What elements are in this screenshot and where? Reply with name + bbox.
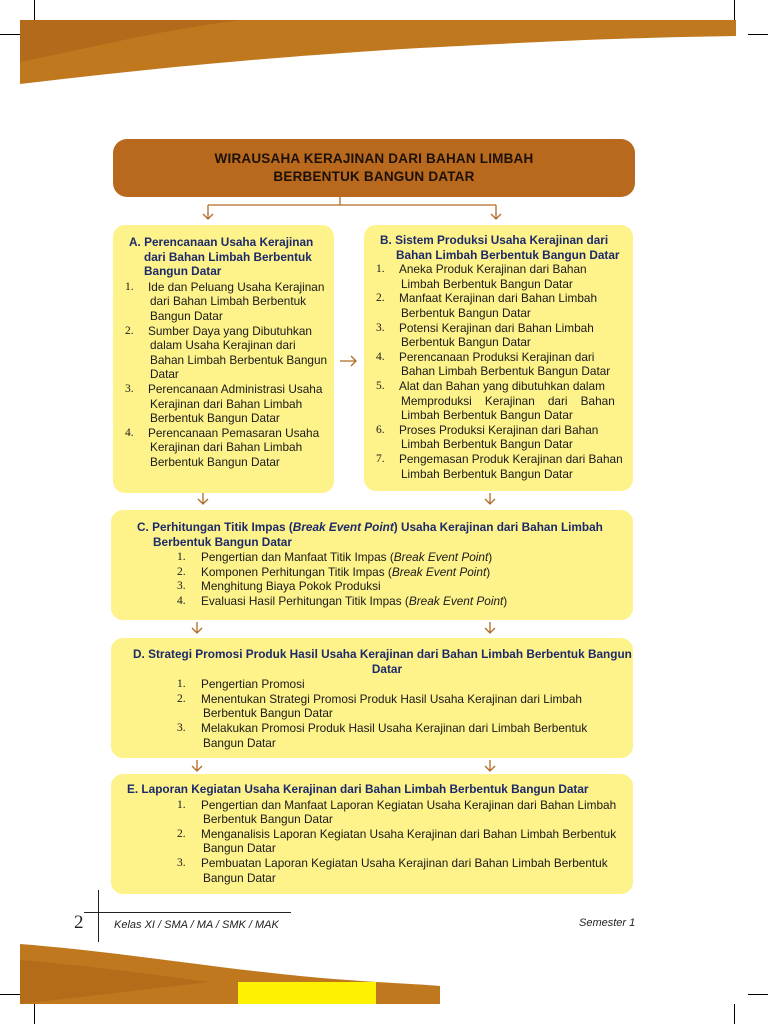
list-item <box>376 291 633 320</box>
item-text: Berbentuk Bangun Datar <box>150 411 280 426</box>
item-number: 1. <box>177 551 186 564</box>
box-b-sistem-produksi <box>364 225 633 491</box>
list <box>111 550 633 608</box>
box-heading: B. Sistem Produksi Usaha Kerajinan dari <box>380 233 609 247</box>
page-number: 2 <box>74 912 84 933</box>
heading-text: C. Perhitungan Titik Impas ( <box>137 520 293 534</box>
list-item <box>376 379 633 423</box>
item-text: Berbentuk Bangun Datar <box>401 335 531 350</box>
list <box>111 677 633 750</box>
item-number: 4. <box>376 350 385 363</box>
item-text: Berbentuk Bangun Datar <box>401 305 531 320</box>
item-number: 3. <box>125 382 134 395</box>
item-text: Kerajinan dari Bahan Limbah <box>150 396 303 411</box>
list-item <box>125 280 334 324</box>
item-emphasis: Break Event Point <box>393 550 489 565</box>
box-heading: Datar <box>371 661 403 676</box>
list-item <box>177 579 633 594</box>
heading-text: ) Usaha Kerajinan dari Bahan Limbah <box>393 520 603 534</box>
list-item <box>376 423 633 452</box>
item-number: 1. <box>125 280 134 293</box>
box-heading: D. Strategi Promosi Produk Hasil Usaha Kerajinan dari Bahan Limbah Berbentuk Bangun <box>133 647 632 661</box>
item-number: 5. <box>376 379 385 392</box>
footer-divider <box>98 890 99 942</box>
heading-emphasis: Break Event Point <box>292 520 394 534</box>
item-text: Limbah Berbentuk Bangun Datar <box>401 437 573 452</box>
item-text <box>201 550 633 565</box>
item-text: Limbah Berbentuk Bangun Datar <box>401 408 573 423</box>
item-text-part: ) <box>486 564 491 579</box>
item-number: 2. <box>177 827 186 840</box>
item-text: Sumber Daya yang Dibutuhkan <box>148 323 312 338</box>
box-c-titik-impas <box>111 510 633 620</box>
list-item <box>125 426 334 470</box>
list <box>111 798 633 886</box>
item-text: Limbah Berbentuk Bangun Datar <box>401 276 573 291</box>
box-a-perencanaan <box>113 225 334 493</box>
item-number: 3. <box>177 856 186 869</box>
box-heading: Bahan Limbah Berbentuk Bangun Datar <box>396 247 620 262</box>
item-text: dalam Usaha Kerajinan dari <box>150 338 296 353</box>
title-line: WIRAUSAHA KERAJINAN DARI BAHAN LIMBAH <box>214 151 534 166</box>
item-text: Bangun Datar <box>203 735 276 750</box>
item-text-part: Evaluasi Hasil Perhitungan Titik Impas ( <box>201 593 409 608</box>
item-text: dari Bahan Limbah Berbentuk <box>150 294 307 309</box>
list-item <box>177 721 633 750</box>
item-text: Pengertian Promosi <box>201 677 305 692</box>
list-item <box>125 382 334 426</box>
box-d-strategi-promosi <box>111 638 633 758</box>
item-text: Perencanaan Produksi Kerajinan dari <box>399 349 595 364</box>
item-text: Pengemasan Produk Kerajinan dari Bahan <box>399 451 623 466</box>
item-text: Perencanaan Pemasaran Usaha <box>148 425 320 440</box>
box-heading: E. Laporan Kegiatan Usaha Kerajinan dari Bahan Limbah Berbentuk Bangun Datar <box>127 782 589 796</box>
item-text: Perencanaan Administrasi Usaha <box>148 381 323 396</box>
footer-semester-text: Semester 1 <box>579 917 636 929</box>
list <box>113 280 334 470</box>
item-number: 3. <box>177 721 186 734</box>
list-item <box>125 324 334 382</box>
item-text: Bahan Limbah Berbentuk Bangun <box>150 352 328 367</box>
item-text-part: Menghitung Biaya Pokok Produksi <box>201 579 381 594</box>
item-text-part: ) <box>488 550 493 565</box>
item-text: Berbentuk Bangun Datar <box>203 812 333 827</box>
item-number: 2. <box>376 292 385 305</box>
footer-divider <box>84 912 291 913</box>
item-text: Memproduksi Kerajinan dari Bahan <box>401 393 615 408</box>
item-text: Pembuatan Laporan Kegiatan Usaha Kerajinan dari Bahan Limbah Berbentuk <box>201 855 608 870</box>
item-text: Menentukan Strategi Promosi Produk Hasil Usaha Kerajinan dari Limbah <box>201 691 582 706</box>
item-number: 4. <box>125 426 134 439</box>
item-text: Pengertian dan Manfaat Laporan Kegiatan Usaha Kerajinan dari Bahan Limbah <box>201 797 617 812</box>
item-text: Potensi Kerajinan dari Bahan Limbah <box>399 320 594 335</box>
item-number: 1. <box>177 678 186 691</box>
list-item <box>376 452 633 481</box>
list-item <box>177 827 633 856</box>
item-number: 3. <box>376 321 385 334</box>
item-text: Ide dan Peluang Usaha Kerajinan <box>148 279 325 294</box>
item-number: 3. <box>177 580 186 593</box>
item-text <box>201 579 633 594</box>
item-text: Alat dan Bahan yang dibutuhkan dalam <box>399 378 605 393</box>
item-text: Bangun Datar <box>203 870 276 885</box>
item-text: Berbentuk Bangun Datar <box>150 454 280 469</box>
item-text: Limbah Berbentuk Bangun Datar <box>401 466 573 481</box>
item-text-part: Komponen Perhitungan Titik Impas ( <box>201 564 392 579</box>
item-text: Aneka Produk Kerajinan dari Bahan <box>399 262 587 277</box>
item-text <box>201 594 633 609</box>
list-item <box>376 321 633 350</box>
box-heading: Bangun Datar <box>144 264 222 279</box>
item-text: Datar <box>150 367 179 382</box>
item-text-part: ) <box>503 593 508 608</box>
list-item <box>177 692 633 721</box>
item-text: Proses Produksi Kerajinan dari Bahan <box>399 422 599 437</box>
list-item <box>177 856 633 885</box>
box-heading: Berbentuk Bangun Datar <box>153 534 292 549</box>
item-text: Manfaat Kerajinan dari Bahan Limbah <box>399 291 598 306</box>
item-number: 1. <box>376 263 385 276</box>
box-e-laporan-kegiatan <box>111 774 633 894</box>
item-emphasis: Break Event Point <box>408 593 504 608</box>
list-item <box>177 677 633 692</box>
list <box>364 262 633 481</box>
box-heading: A. Perencanaan Usaha Kerajinan <box>129 235 314 249</box>
item-text-part: Pengertian dan Manfaat Titik Impas ( <box>201 550 394 565</box>
item-text: Berbentuk Bangun Datar <box>203 706 333 721</box>
list-item <box>177 594 633 609</box>
box-heading <box>111 520 633 535</box>
list-item <box>177 550 633 565</box>
item-text <box>201 565 633 580</box>
item-emphasis: Break Event Point <box>391 564 487 579</box>
footer-class-text: Kelas XI / SMA / MA / SMK / MAK <box>114 919 279 931</box>
item-number: 1. <box>177 798 186 811</box>
box-heading: dari Bahan Limbah Berbentuk <box>144 249 312 264</box>
diagram-title <box>113 139 635 197</box>
item-number: 2. <box>177 565 186 578</box>
item-text: Menganalisis Laporan Kegiatan Usaha Kerajinan dari Bahan Limbah Berbentuk <box>201 826 617 841</box>
item-text: Melakukan Promosi Produk Hasil Usaha Kerajinan dari Limbah Berbentuk <box>201 720 588 735</box>
item-number: 7. <box>376 452 385 465</box>
list-item <box>376 262 633 291</box>
list-item <box>376 350 633 379</box>
item-number: 2. <box>125 324 134 337</box>
title-line: BERBENTUK BANGUN DATAR <box>273 169 475 184</box>
list-item <box>177 565 633 580</box>
item-text: Kerajinan dari Bahan Limbah <box>150 440 303 455</box>
list-item <box>177 798 633 827</box>
item-number: 4. <box>177 594 186 607</box>
item-text: Bahan Limbah Berbentuk Bangun Datar <box>401 364 611 379</box>
item-text: Bangun Datar <box>150 308 223 323</box>
item-number: 6. <box>376 423 385 436</box>
item-text: Bangun Datar <box>203 841 276 856</box>
item-number: 2. <box>177 692 186 705</box>
